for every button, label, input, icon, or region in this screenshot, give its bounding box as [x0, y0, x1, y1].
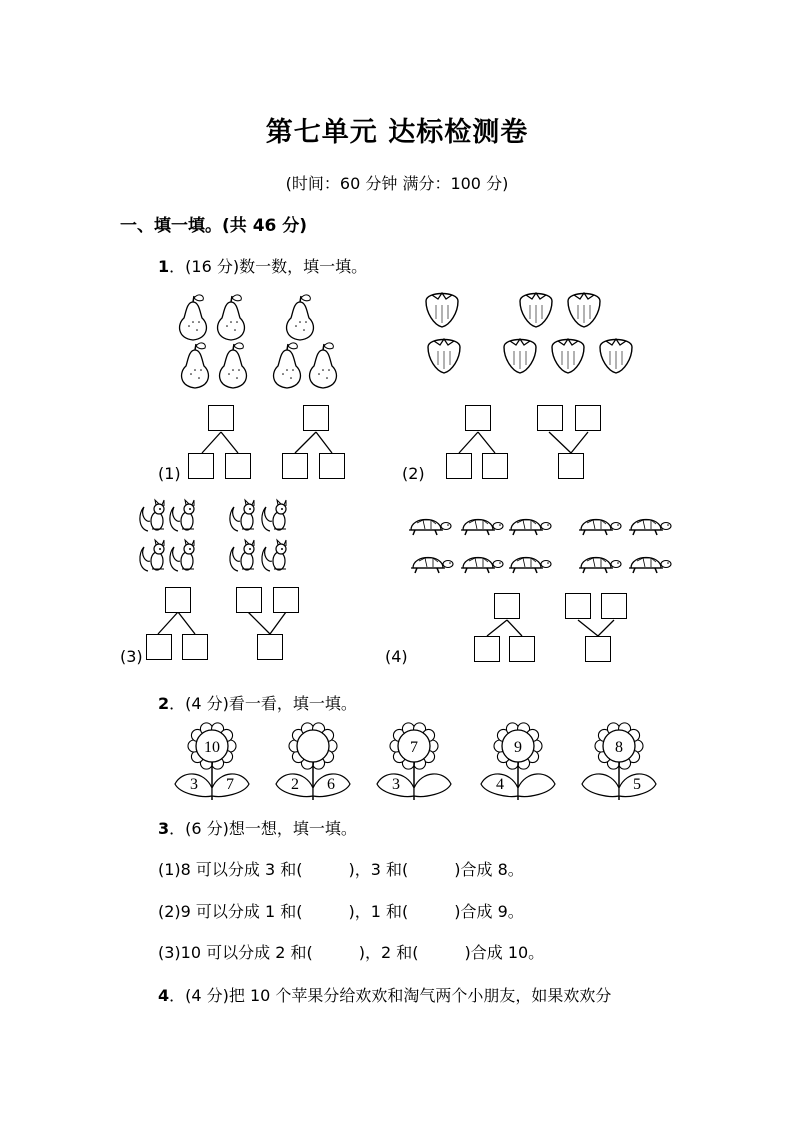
fill-line-1: (1)8 可以分成 3 和( )，3 和( )合成 8。: [158, 860, 524, 879]
flower-2: [273, 722, 353, 802]
answer-box[interactable]: [575, 405, 601, 431]
flower-left-leaf-number: 4: [496, 776, 504, 793]
answer-box[interactable]: [188, 453, 214, 479]
part-label-3: (3): [120, 647, 143, 666]
question-number: 3: [158, 819, 170, 838]
question-number: 2: [158, 694, 170, 713]
question-text: ．(6 分)想一想，填一填。: [169, 819, 357, 838]
flower-1: [172, 722, 252, 802]
exam-info: (时间：60 分钟 满分：100 分): [285, 174, 509, 193]
answer-box[interactable]: [165, 587, 191, 613]
flower-right-leaf-number: 6: [327, 776, 335, 793]
question-number: 1: [158, 257, 170, 276]
fill-line-3: (3)10 可以分成 2 和( )，2 和( )合成 10。: [158, 943, 545, 962]
answer-box[interactable]: [482, 453, 508, 479]
part-label-4: (4): [385, 647, 408, 666]
flower-left-leaf-number: 3: [392, 776, 400, 793]
question-number: 4: [158, 986, 170, 1005]
flower-left-leaf-number: 3: [190, 776, 198, 793]
question-3: [158, 816, 357, 839]
answer-box[interactable]: [558, 453, 584, 479]
page-title: 第七单元 达标检测卷: [265, 117, 529, 148]
answer-box[interactable]: [282, 453, 308, 479]
answer-box[interactable]: [537, 405, 563, 431]
question-2: [158, 691, 357, 714]
squirrels-illustration: [140, 497, 300, 579]
answer-box[interactable]: [446, 453, 472, 479]
answer-box[interactable]: [257, 634, 283, 660]
turtles-illustration: [405, 510, 680, 580]
answer-box[interactable]: [474, 636, 500, 662]
question-text: ．(4 分)看一看，填一填。: [169, 694, 357, 713]
answer-box[interactable]: [236, 587, 262, 613]
answer-box[interactable]: [601, 593, 627, 619]
answer-box[interactable]: [565, 593, 591, 619]
flower-center-number: 8: [615, 739, 623, 756]
answer-box[interactable]: [273, 587, 299, 613]
flower-center-number: 7: [410, 739, 418, 756]
flower-right-leaf-number: 5: [633, 776, 641, 793]
answer-box[interactable]: [319, 453, 345, 479]
flower-3: [374, 722, 454, 802]
answer-box[interactable]: [225, 453, 251, 479]
flower-left-leaf-number: 2: [291, 776, 299, 793]
section-heading: 一、填一填。(共 46 分): [120, 216, 308, 236]
flower-4: [478, 722, 558, 802]
flower-right-leaf-number: 7: [226, 776, 234, 793]
answer-box[interactable]: [509, 636, 535, 662]
part-label-1: (1): [158, 464, 181, 483]
answer-box[interactable]: [585, 636, 611, 662]
part-label-2: (2): [402, 464, 425, 483]
fill-line-2: (2)9 可以分成 1 和( )，1 和( )合成 9。: [158, 902, 524, 921]
answer-box[interactable]: [303, 405, 329, 431]
question-text: ．(16 分)数一数，填一填。: [169, 257, 368, 276]
answer-box[interactable]: [182, 634, 208, 660]
flower-center-number: 9: [514, 739, 522, 756]
flower-5: [579, 722, 659, 802]
answer-box[interactable]: [146, 634, 172, 660]
answer-box[interactable]: [465, 405, 491, 431]
flower-center-number: 10: [204, 739, 220, 756]
question-4: [158, 983, 611, 1006]
answer-box[interactable]: [494, 593, 520, 619]
question-text: ．(4 分)把 10 个苹果分给欢欢和淘气两个小朋友，如果欢欢分: [169, 986, 612, 1005]
answer-box[interactable]: [208, 405, 234, 431]
